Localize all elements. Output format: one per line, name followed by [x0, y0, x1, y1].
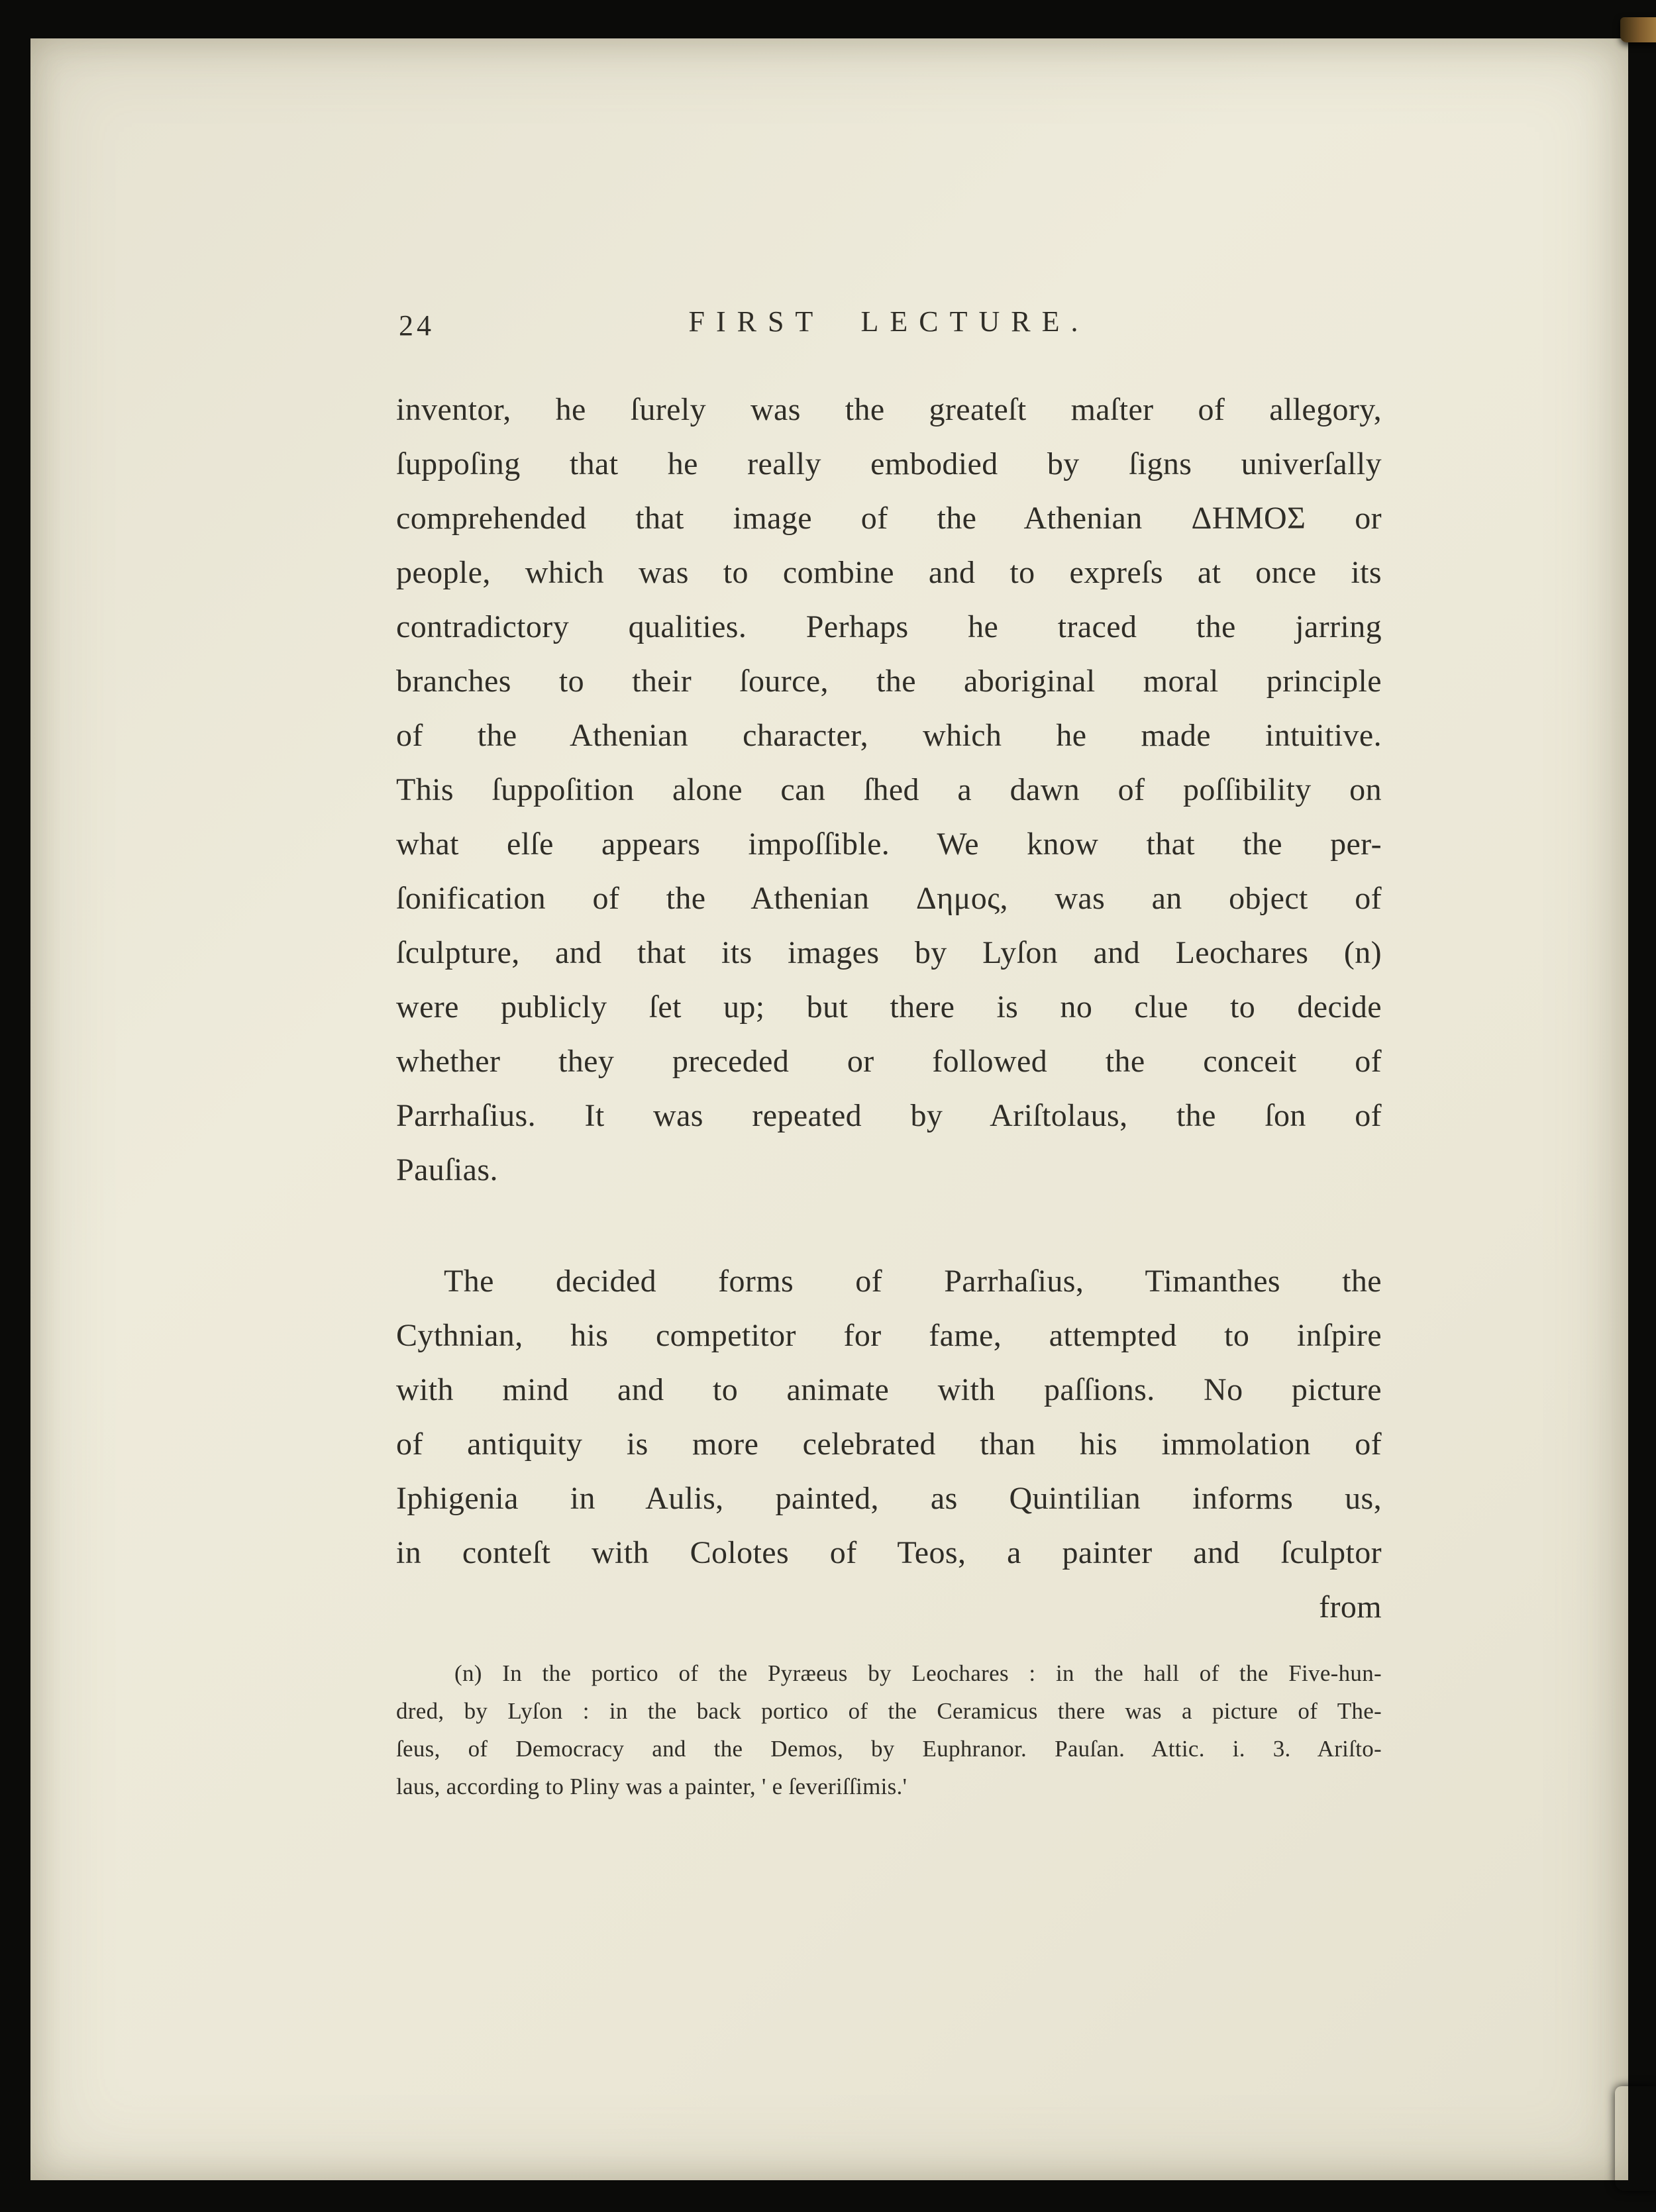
book-page	[30, 38, 1628, 2180]
text-line: of antiquity is more celebrated than his immolation of	[396, 1427, 1382, 1462]
page-number: 24	[399, 309, 435, 342]
catchword: from	[1319, 1589, 1382, 1625]
text-line: were publicly ſet up; but there is no clue to decide	[396, 989, 1382, 1025]
footnote-line: ſeus, of Democracy and the Demos, by Euphranor. Pauſan. Attic. i. 3. Ariſto-	[396, 1736, 1382, 1762]
text-line: Parrhaſius. It was repeated by Ariſtolaus, the ſon of	[396, 1098, 1382, 1133]
text-line: Cythnian, his competitor for fame, attempted to inſpire	[396, 1318, 1382, 1353]
footnote	[396, 1654, 1382, 1805]
text-line: ſculpture, and that its images by Lyſon and Leochares (n)	[396, 935, 1382, 970]
text-line: Pauſias.	[396, 1152, 498, 1187]
book-edge-top-right	[1620, 17, 1656, 42]
text-line: ſonification of the Athenian Δημος, was an object of	[396, 881, 1382, 916]
book-edge-bottom-right	[1615, 2086, 1656, 2191]
text-line: of the Athenian character, which he made intuitive.	[396, 718, 1382, 753]
paragraph-1	[396, 383, 1382, 1197]
paragraph-2	[396, 1254, 1382, 1580]
text-line: comprehended that image of the Athenian ΔΗΜΟΣ or	[396, 501, 1382, 536]
text-line: with mind and to animate with paſſions. No picture	[396, 1372, 1382, 1407]
text-line: ſuppoſing that he really embodied by ſigns univerſally	[396, 446, 1382, 481]
text-line: This ſuppoſition alone can ſhed a dawn of poſſibility on	[396, 772, 1382, 807]
footnote-line: laus, according to Pliny was a painter, ' e ſeveriſſimis.'	[396, 1774, 907, 1799]
text-line: inventor, he ſurely was the greateſt maſter of allegory,	[396, 392, 1382, 427]
text-line: contradictory qualities. Perhaps he traced the jarring	[396, 609, 1382, 644]
text-block	[396, 38, 1382, 1805]
text-line: The decided forms of Parrhaſius, Timanthes the	[444, 1264, 1382, 1299]
text-line: whether they preceded or followed the conceit of	[396, 1044, 1382, 1079]
page-header	[396, 305, 1382, 347]
text-line: people, which was to combine and to expreſs at once its	[396, 555, 1382, 590]
text-line: Iphigenia in Aulis, painted, as Quintilian informs us,	[396, 1481, 1382, 1516]
footnote-line: (n) In the portico of the Pyræeus by Leochares : in the hall of the Five-hun-	[454, 1660, 1382, 1686]
text-line: in conteſt with Colotes of Teos, a painter and ſculptor	[396, 1535, 1382, 1570]
footnote-line: dred, by Lyſon : in the back portico of the Ceramicus there was a picture of The-	[396, 1698, 1382, 1724]
text-line: branches to their ſource, the aboriginal moral principle	[396, 664, 1382, 699]
text-line: what elſe appears impoſſible. We know that the per-	[396, 827, 1382, 862]
running-title: FIRST LECTURE.	[688, 305, 1090, 338]
